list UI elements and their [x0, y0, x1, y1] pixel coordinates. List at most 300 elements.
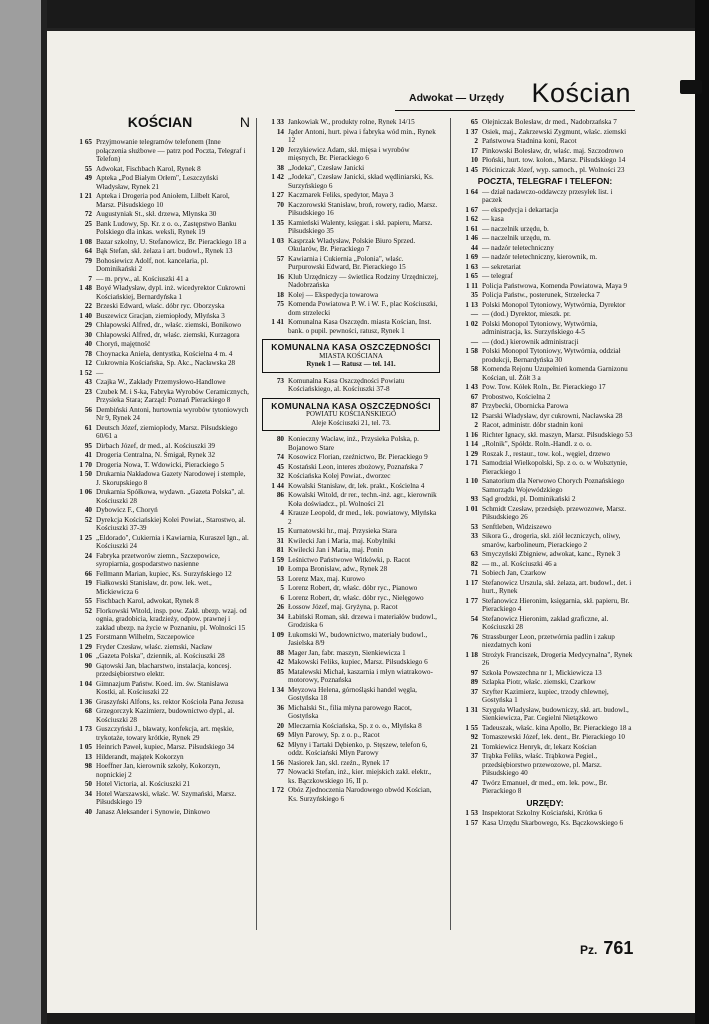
phone-number: 30 — [84, 330, 92, 339]
directory-entry — [262, 219, 440, 236]
entry-text: Mager Jan, fabr. maszyn, Sienkiewicza 1 — [288, 648, 406, 657]
directory-entry — [70, 174, 250, 191]
entry-text: Heinrich Paweł, kupiec, Marsz. Piłsudskiego 34 — [96, 743, 235, 751]
header-section: Adwokat — Urzędy — [409, 92, 505, 104]
page-number: 761 — [603, 938, 634, 958]
phone-number: 1 18 — [465, 650, 478, 659]
entry-text: Stefanowicz Hieronim, księgarnia, skł. papieru, Br. Pierackiego 4 — [482, 596, 630, 613]
entry-text: Konieczny Wacław, inż., Przysieka Polska, p. Bojanowo Stare — [288, 435, 419, 452]
phone-number: 73 — [276, 376, 284, 385]
directory-entry — [456, 147, 634, 156]
directory-entry — [456, 724, 634, 733]
directory-entry — [456, 505, 634, 522]
directory-entry — [262, 146, 440, 163]
directory-entry — [456, 215, 634, 224]
entry-text: „Jodeka", Czesław Janicki, skład wędliniarski, Ks. Surzyńskiego 6 — [288, 173, 434, 190]
directory-entry — [70, 442, 250, 451]
phone-number: 1 57 — [465, 818, 478, 827]
entry-text: Grzegorczyk Kazimierz, budownictwo dypl., al. Kościuszki 28 — [96, 707, 235, 724]
entry-text: Fabryka przetworów ziemn., Szczepowice, syropiarnia, gospodarstwo nasienne — [96, 551, 220, 568]
entry-text: Janasz Aleksander i Synowie, Dinkowo — [96, 807, 210, 816]
entry-text: Strassburger Leon, przetwórnia padlin i zakup niezdatnych koni — [482, 632, 615, 649]
directory-entry — [70, 138, 250, 164]
entry-text: Psarski Władysław, dyr cukrowni, Nacławska 28 — [482, 411, 623, 420]
directory-entry — [262, 546, 440, 555]
entry-text: Łukomski W., budownictwo, materiały budowl., Jasielska 8/9 — [288, 630, 428, 647]
directory-entry — [456, 615, 634, 632]
city-title: KOŚCIAN — [127, 114, 193, 130]
phone-number: 2 — [474, 421, 478, 429]
ad-box-line: Rynek 1 — Ratusz — tel. 141. — [306, 360, 396, 368]
directory-entry — [70, 359, 250, 368]
scan-right-bar — [695, 0, 709, 1024]
directory-entry — [456, 310, 634, 319]
entry-text: Sanatorium dla Nerwowo Chorych Poznańskiego Samorządu Wojewódzkiego — [482, 477, 625, 494]
phone-number: 1 61 — [465, 224, 478, 233]
entry-text: — nadzór teletechniczny, kierownik, m. — [482, 253, 598, 261]
directory-entry — [456, 118, 634, 127]
directory-entry — [456, 383, 634, 392]
entry-text: Meyzowa Helena, górnośląski handel węgla, Gostyńska 18 — [288, 685, 417, 702]
phone-number: 10 — [276, 565, 284, 573]
entry-text: Drukarnia Spółkowa, wydawn. „Gazeta Polska", al. Kościuszki 28 — [96, 488, 245, 505]
phone-number: 43 — [84, 378, 92, 386]
running-header — [395, 80, 635, 111]
directory-entry — [70, 725, 250, 742]
directory-entry — [456, 560, 634, 569]
entry-text: — kasa — [482, 215, 504, 223]
phone-number: 1 63 — [465, 262, 478, 271]
directory-entry — [70, 284, 250, 301]
directory-entry — [70, 312, 250, 321]
entry-text: Makowski Feliks, kupiec, Marsz. Piłsudskiego 6 — [288, 658, 428, 666]
phone-number: 82 — [470, 559, 478, 568]
entry-text: Łompa Bronisław, adw., Rynek 28 — [288, 565, 388, 573]
directory-entry — [456, 809, 634, 818]
phone-number: — — [470, 337, 478, 346]
entry-text: Młyny i Tartaki Dębienko, p. Stęszew, telefon 6, oddz. Kościański Młyn Parowy — [288, 740, 428, 757]
phone-number: 70 — [276, 200, 284, 209]
directory-entry — [262, 482, 440, 491]
entry-text: Komunalna Kasa Oszczędn. miasta Kościan, Inst. bank. o pupil. pewności, ratusz, Rynek 1 — [288, 318, 432, 335]
entry-text: Gątowski Jan, blacharstwo, instalacja, koncesj. przedsiębiorstwo elektr. — [96, 661, 232, 678]
directory-entry — [456, 291, 634, 300]
entry-text: Deutsch Józef, ziemiopłody, Marsz. Piłsudskiego 60/61 a — [96, 423, 238, 440]
directory-entry — [456, 263, 634, 272]
entry-text: Choryń, majętność — [96, 340, 151, 348]
phone-number: 20 — [276, 721, 284, 730]
phone-number: 1 35 — [271, 218, 284, 227]
entry-text: „Gazeta Polska", dziennik, al. Kościuszki 28 — [96, 652, 225, 660]
phone-number: 71 — [470, 569, 478, 577]
entry-text: Osiek, maj., Zakrzewski Zygmunt, właśc. ziemski — [482, 127, 627, 136]
directory-entry — [456, 282, 634, 291]
entry-text: Schmidt Czesław, przedsięb. przewozowe, Marsz. Piłsudskiego 26 — [482, 504, 627, 521]
phone-number: 62 — [276, 740, 284, 749]
phone-number: 49 — [84, 174, 92, 182]
directory-entry — [70, 506, 250, 515]
entry-text: Boyé Władysław, dypl. inż. wicedyrektor Cukrowni Kościańskiej, Bernardyńska 1 — [96, 284, 246, 301]
entry-text: Florkowski Witold, insp. pow. Zakł. ubezp. wzaj. od ognia, gradobicia, kradzieży, odpow. prawnej i zakład ubezp. na życie w Poznaniu, pl. Wolności 15 — [96, 606, 247, 632]
directory-entry — [456, 320, 634, 337]
phone-number: 36 — [276, 703, 284, 712]
phone-number: 25 — [84, 219, 92, 228]
directory-entry — [70, 633, 250, 642]
phone-number: 1 13 — [465, 300, 478, 309]
directory-entry — [456, 412, 634, 421]
entry-text: — m., al. Kościuszki 46 a — [482, 559, 557, 568]
entry-text: Hotel Warszawski, właśc. W. Szymański, Marsz. Piłsudskiego 19 — [96, 789, 237, 806]
directory-entry — [456, 206, 634, 215]
phone-number: 77 — [276, 768, 284, 776]
phone-number: 74 — [276, 453, 284, 461]
column-2-entries-bottom — [262, 435, 440, 803]
entry-text: „Rolnik", Spółdz. Roln.-Handl. z o. o. — [482, 440, 592, 448]
entry-text: Gimnazjum Państw. Koed. im. św. Stanisława Kostki, al. Kościuszki 22 — [96, 679, 229, 696]
entry-text: Młyn Parowy, Sp. z o. p., Racot — [288, 731, 380, 739]
directory-entry — [456, 156, 634, 165]
phone-number: 26 — [276, 603, 284, 611]
entry-text: Samodział Wielkopolski, Sp. z o. o. w Wolsztynie, Pierackiego 1 — [482, 459, 628, 476]
phone-number: 1 29 — [79, 642, 92, 651]
entry-text: Lorenz Robert, dr, właśc. dóbr ryc., Nielęgowo — [288, 593, 424, 602]
phone-number: 76 — [470, 632, 478, 641]
directory-entry — [70, 597, 250, 606]
entry-text: Szkoła Powszechna nr 1, Mickiewicza 13 — [482, 668, 602, 677]
section-heading-post: POCZTA, TELEGRAF I TELEFON: — [477, 176, 613, 186]
entry-text: Drukarnia Nakładowa Gazety Narodowej i stemple, J. Skorupskiego 8 — [96, 470, 246, 487]
directory-entry — [456, 301, 634, 310]
directory-entry — [456, 669, 634, 678]
directory-entry — [70, 165, 250, 174]
phone-number: 67 — [470, 392, 478, 401]
directory-entry — [456, 706, 634, 723]
directory-entry — [70, 461, 250, 470]
directory-entry — [262, 509, 440, 526]
entry-text: Kaczorowski Stanisław, broń, rowery, radio, Marsz. Piłsudskiego 16 — [288, 200, 438, 217]
phone-number: 47 — [470, 778, 478, 787]
directory-entry — [262, 191, 440, 200]
entry-text: Chłapowski Alfred, dr., właśc. ziemski, Bonikowo — [96, 321, 241, 329]
entry-text: Kamieński Walenty, księgar. i skł. papieru, Marsz. Piłsudskiego 35 — [288, 218, 433, 235]
phone-number: 34 — [84, 789, 92, 798]
directory-entry — [262, 613, 440, 630]
phone-number: 18 — [276, 290, 284, 299]
entry-text: Kawiarnia i Cukiernia „Polonia", właśc. Purpurowski Edward, Br. Pierackiego 15 — [288, 254, 406, 271]
entry-text: Buszewicz Gracjan, ziemiopłody, Młyńska 3 — [96, 311, 225, 320]
directory-entry — [70, 808, 250, 817]
column-3-entries-top — [456, 118, 634, 174]
column-1 — [70, 114, 250, 817]
directory-entry — [456, 166, 634, 175]
directory-entry — [456, 523, 634, 532]
ad-box-title: KOMUNALNA KASA OSZCZĘDNOŚCI — [271, 342, 431, 352]
phone-number: 63 — [470, 550, 478, 558]
phone-number: 65 — [470, 118, 478, 126]
entry-text: — telegraf — [482, 272, 513, 280]
phone-number: 31 — [276, 536, 284, 545]
directory-entry — [262, 594, 440, 603]
directory-entry — [456, 347, 634, 364]
entry-text: Drogeria Centralna, N. Śmigał, Rynek 32 — [96, 451, 216, 459]
directory-entry — [70, 470, 250, 487]
footer-prefix: Pz. — [580, 943, 598, 957]
scan-left-strip — [0, 0, 47, 1024]
phone-number: 1 36 — [79, 697, 92, 706]
phone-number: 40 — [84, 506, 92, 514]
entry-text: Czubek M. i S-ka, Fabryka Wyrobów Ceramicznych, Przysieka Stara; Zarząd: Poznań Pierackiego 8 — [96, 387, 249, 404]
directory-entry — [456, 421, 634, 430]
phone-number: 93 — [470, 495, 478, 503]
entry-text: Smyczyński Zbigniew, adwokat, kanc., Rynek 3 — [482, 550, 621, 558]
entry-text: Fiałkowski Stanisław, dr. pow. lek. wet., Mickiewicza 6 — [96, 579, 212, 596]
phone-number: 1 33 — [271, 118, 284, 126]
directory-entry — [262, 704, 440, 721]
entry-text: Kościańska Kolej Powiat., dworzec — [288, 472, 391, 480]
phone-number: 1 25 — [79, 633, 92, 641]
phone-number: 1 29 — [465, 449, 478, 458]
phone-number: 1 62 — [465, 215, 478, 223]
entry-text: Olejniczak Bolesław, dr med., Nadobrzańska 7 — [482, 118, 617, 126]
ad-box-county-savings — [262, 398, 440, 432]
entry-text: Kosowicz Florian, rzeźnictwo, Br. Pierackiego 9 — [288, 453, 428, 461]
ad-box-line: Aleje Kościuszki 21, tel. 73. — [311, 418, 391, 427]
directory-entry — [456, 244, 634, 253]
column-divider-1 — [256, 118, 257, 930]
phone-number: 1 08 — [79, 237, 92, 246]
directory-entry — [456, 733, 634, 742]
phone-number: 1 71 — [465, 459, 478, 467]
phone-number: 80 — [276, 435, 284, 443]
directory-entry — [70, 762, 250, 779]
entry-text: Choynacka Aniela, dentystka, Kościelna 4 m. 4 — [96, 349, 233, 358]
entry-text: Strożyk Franciszek, Drogeria Medycynalna", Rynek 26 — [482, 650, 633, 667]
phone-number: 1 01 — [465, 504, 478, 513]
phone-number: 79 — [84, 256, 92, 265]
ad-box-line: MIASTA KOŚCIANA — [319, 351, 383, 360]
directory-entry — [70, 210, 250, 219]
entry-text: Czajka W., Zakłady Przemysłowo-Handlowe — [96, 378, 226, 386]
directory-entry — [262, 741, 440, 758]
phone-number: 1 46 — [465, 234, 478, 242]
entry-text: Drogeria Nowa, T. Wdowicki, Pierackiego 5 — [96, 460, 225, 469]
directory-entry — [262, 556, 440, 565]
phone-number: 57 — [276, 254, 284, 263]
entry-text: Graszyński Alfons, ks. rektor Kościoła Pana Jezusa — [96, 697, 244, 706]
phone-number: 1 45 — [465, 165, 478, 174]
entry-text: Obóz Zjednoczenia Narodowego obwód Kościan, Ks. Surzyńskiego 6 — [288, 786, 432, 803]
directory-entry — [70, 369, 250, 378]
entry-text: Policja Państw., posterunek, Strzelecka 7 — [482, 291, 600, 299]
entry-text: „Jodeka", Czesław Janicki — [288, 163, 365, 172]
phone-number: 78 — [84, 349, 92, 358]
entry-text: Jankowiak W., produkty rolne, Rynek 14/15 — [288, 118, 415, 126]
phone-number: 1 69 — [465, 253, 478, 261]
directory-entry — [456, 393, 634, 402]
phone-number: 90 — [84, 661, 92, 670]
directory-entry — [70, 424, 250, 441]
phone-number: 42 — [276, 658, 284, 666]
entry-text: — — [96, 368, 104, 377]
directory-entry — [456, 550, 634, 559]
entry-text: Pinkowski Bolesław, dr, właśc. maj. Szczodrowo — [482, 146, 624, 155]
phone-number: 1 10 — [465, 477, 478, 485]
entry-text: Hotel Victoria, al. Kościuszki 21 — [96, 780, 191, 788]
directory-entry — [70, 552, 250, 569]
phone-number: 1 20 — [271, 145, 284, 154]
phone-number: 24 — [84, 551, 92, 560]
entry-text: Kasprzak Władysław, Polskie Biuro Sprzed. Okularów, Br. Pierackiego 7 — [288, 236, 416, 253]
entry-text: Sikora G., drogeria, skł. ziół leczniczych, oliwy, smarów, karbolineum, Pierackiego 2 — [482, 532, 621, 549]
entry-text: Szyguła Władysław, budowniczy, skł. art. budowl., Sienkiewicza, Par. Cegielni Nietążkowo — [482, 705, 629, 722]
entry-text: Matalewski Michał, kaszarnia i młyn wiatrakowo-motorowy, Poznańska — [288, 667, 433, 684]
directory-entry — [70, 662, 250, 679]
phone-number: 1 37 — [465, 127, 478, 136]
phone-number: 1 64 — [465, 187, 478, 196]
phone-number: 33 — [470, 532, 478, 540]
phone-number: 69 — [276, 731, 284, 739]
directory-entry — [262, 537, 440, 546]
entry-text: Guszczyński J., bławaty, konfekcja, art. męskie, trykotaże, towary krótkie, Rynek 29 — [96, 725, 234, 742]
entry-text: Lorenz Max, maj. Kurowo — [288, 574, 365, 583]
entry-text: Krauze Leopold, dr med., lek. powiatowy, Młyńska 2 — [288, 509, 437, 526]
entry-text: Bazar szkolny, U. Stefanowicz, Br. Pierackiego 18 a — [96, 237, 247, 246]
phone-number: 53 — [470, 522, 478, 531]
phone-number: 1 14 — [465, 440, 478, 448]
directory-entry — [456, 532, 634, 549]
directory-entry — [456, 678, 634, 687]
phone-number: 52 — [84, 515, 92, 524]
phone-number: 1 42 — [271, 173, 284, 181]
phone-number: 12 — [84, 359, 92, 367]
entry-text: Adwokat, Fischbach Karol, Rynek 8 — [96, 164, 201, 173]
directory-entry — [262, 786, 440, 803]
entry-text: Kasa Urzędu Skarbowego, Ks. Bączkowskiego 6 — [482, 818, 624, 827]
directory-entry — [262, 649, 440, 658]
directory-entry — [262, 603, 440, 612]
phone-number: 92 — [470, 733, 478, 741]
directory-entry — [70, 516, 250, 533]
entry-text: Dirbach Józef, dr med., al. Kościuszki 39 — [96, 441, 215, 450]
entry-text: Probostwo, Kościelna 2 — [482, 392, 551, 401]
entry-text: Komunalna Kasa Oszczędności Powiatu Kościańskiego, al. Kościuszki 37-8 — [288, 376, 405, 393]
phone-number: 17 — [470, 146, 478, 155]
directory-entry — [70, 331, 250, 340]
directory-entry — [456, 579, 634, 596]
entry-text: Fellmann Marian, kupiec, Ks. Surzyńskiego 12 — [96, 569, 232, 578]
entry-text: — dział nadawczo-oddawczy przesyłek list. i paczek — [482, 187, 613, 204]
directory-entry — [262, 164, 440, 173]
entry-text: Hoeffner Jan, kierownik szkoły, Kokorzyn, nopnickiej 2 — [96, 762, 221, 779]
directory-entry — [262, 759, 440, 768]
entry-text: Płóciniczak Józef, wyp. samoch., pl. Wolności 23 — [482, 165, 625, 174]
column-3-entries-bottom — [456, 809, 634, 827]
phone-number: 1 72 — [271, 786, 284, 794]
entry-text: Trąbka Feliks, właśc. Trąbkowa Pegiel., przedsiębiorstwo przewozowe, pl. Marsz. Piłsudskiego 40 — [482, 752, 602, 777]
phone-number: 19 — [84, 579, 92, 587]
phone-number: 1 21 — [79, 192, 92, 200]
phone-number: 4 — [280, 509, 284, 517]
entry-text: Dybowicz F., Choryń — [96, 506, 158, 514]
directory-entry — [262, 527, 440, 536]
directory-entry — [70, 579, 250, 596]
entry-text: Leśnictwo Państwowe Witkówki, p. Racot — [288, 555, 411, 564]
entry-text: Klub Urzędniczy — świetlica Rodziny Urzędniczej, Nadobrzańska — [288, 272, 439, 289]
entry-text: Kowalski Stanisław, dr, lek. prakt., Kościelna 4 — [288, 481, 425, 490]
phone-number: 1 04 — [79, 679, 92, 688]
phone-number: 40 — [84, 807, 92, 816]
directory-entry — [456, 338, 634, 347]
phone-number: 97 — [470, 668, 478, 677]
phone-number: 58 — [470, 365, 478, 373]
entry-text: Państwowa Stadnina koni, Racot — [482, 137, 577, 145]
directory-entry — [456, 225, 634, 234]
entry-text: Stefanowicz Urszula, skł. żelaza, art. budowl., det. i hurt., Rynek — [482, 578, 632, 595]
phone-number: 88 — [276, 648, 284, 657]
phone-number: 1 16 — [465, 430, 478, 439]
directory-entry — [262, 584, 440, 593]
phone-number: 7 — [88, 274, 92, 283]
directory-entry — [262, 472, 440, 481]
directory-entry — [262, 658, 440, 667]
phone-number: 32 — [276, 472, 284, 480]
phone-number: 75 — [276, 300, 284, 308]
phone-number: 1 06 — [79, 488, 92, 496]
phone-number: 37 — [470, 687, 478, 696]
directory-entry — [262, 686, 440, 703]
entry-text: — ekspedycja i dekartacja — [482, 205, 559, 214]
entry-text: Policja Państwowa, Komenda Powiatowa, Maya 9 — [482, 281, 628, 290]
phone-number: 1 03 — [271, 236, 284, 245]
ad-box-title: KOMUNALNA KASA OSZCZĘDNOŚCI — [271, 400, 431, 411]
entry-text: Tadeuszak, właśc. kina Apollo, Br. Pierackiego 18 a — [482, 723, 632, 732]
phone-number: 1 65 — [79, 138, 92, 146]
phone-number: 2 — [474, 137, 478, 145]
directory-entry — [456, 365, 634, 382]
directory-entry — [456, 688, 634, 705]
directory-entry — [70, 488, 250, 505]
directory-entry — [262, 768, 440, 785]
directory-entry — [456, 651, 634, 668]
phone-number: 1 53 — [465, 809, 478, 817]
directory-entry — [70, 406, 250, 423]
entry-text: Mleczarnia Kościańska, Sp. z o. o., Młyńska 8 — [288, 721, 422, 730]
phone-number: 1 40 — [79, 311, 92, 320]
entry-text: Jąder Antoni, hurt. piwa i fabryka wód min., Rynek 12 — [288, 127, 436, 144]
thumb-index-mark — [680, 80, 702, 94]
entry-text: Michalski St., filia młyna parowego Racot, Gostyńska — [288, 703, 412, 720]
directory-entry — [456, 752, 634, 778]
entry-text: Tomkiewicz Henryk, dr, lekarz Kościan — [482, 742, 597, 751]
entry-text: Tomaszewski Józef, lek. dent., Br. Pierackiego 10 — [482, 733, 626, 741]
entry-text: Polski Monopol Tytoniowy, Wytwórnia, administracja, ks. Surzyńskiego 4-5 — [482, 319, 598, 336]
phone-number: 52 — [84, 606, 92, 615]
phone-number: 44 — [470, 243, 478, 252]
phone-number: 85 — [276, 667, 284, 676]
directory-entry — [456, 253, 634, 262]
directory-entry — [70, 238, 250, 247]
directory-entry — [70, 743, 250, 752]
entry-text: Apteka i Drogeria pod Aniołem, Lilbelt Karol, Marsz. Piłsudskiego 10 — [96, 192, 230, 209]
phone-number: 95 — [84, 441, 92, 450]
directory-entry — [262, 291, 440, 300]
directory-entry — [70, 753, 250, 762]
directory-entry — [262, 435, 440, 452]
entry-text: — (dod.) kierownik administracji — [482, 337, 579, 346]
directory-entry — [70, 780, 250, 789]
phone-number: 1 44 — [271, 481, 284, 490]
directory-entry — [70, 275, 250, 284]
